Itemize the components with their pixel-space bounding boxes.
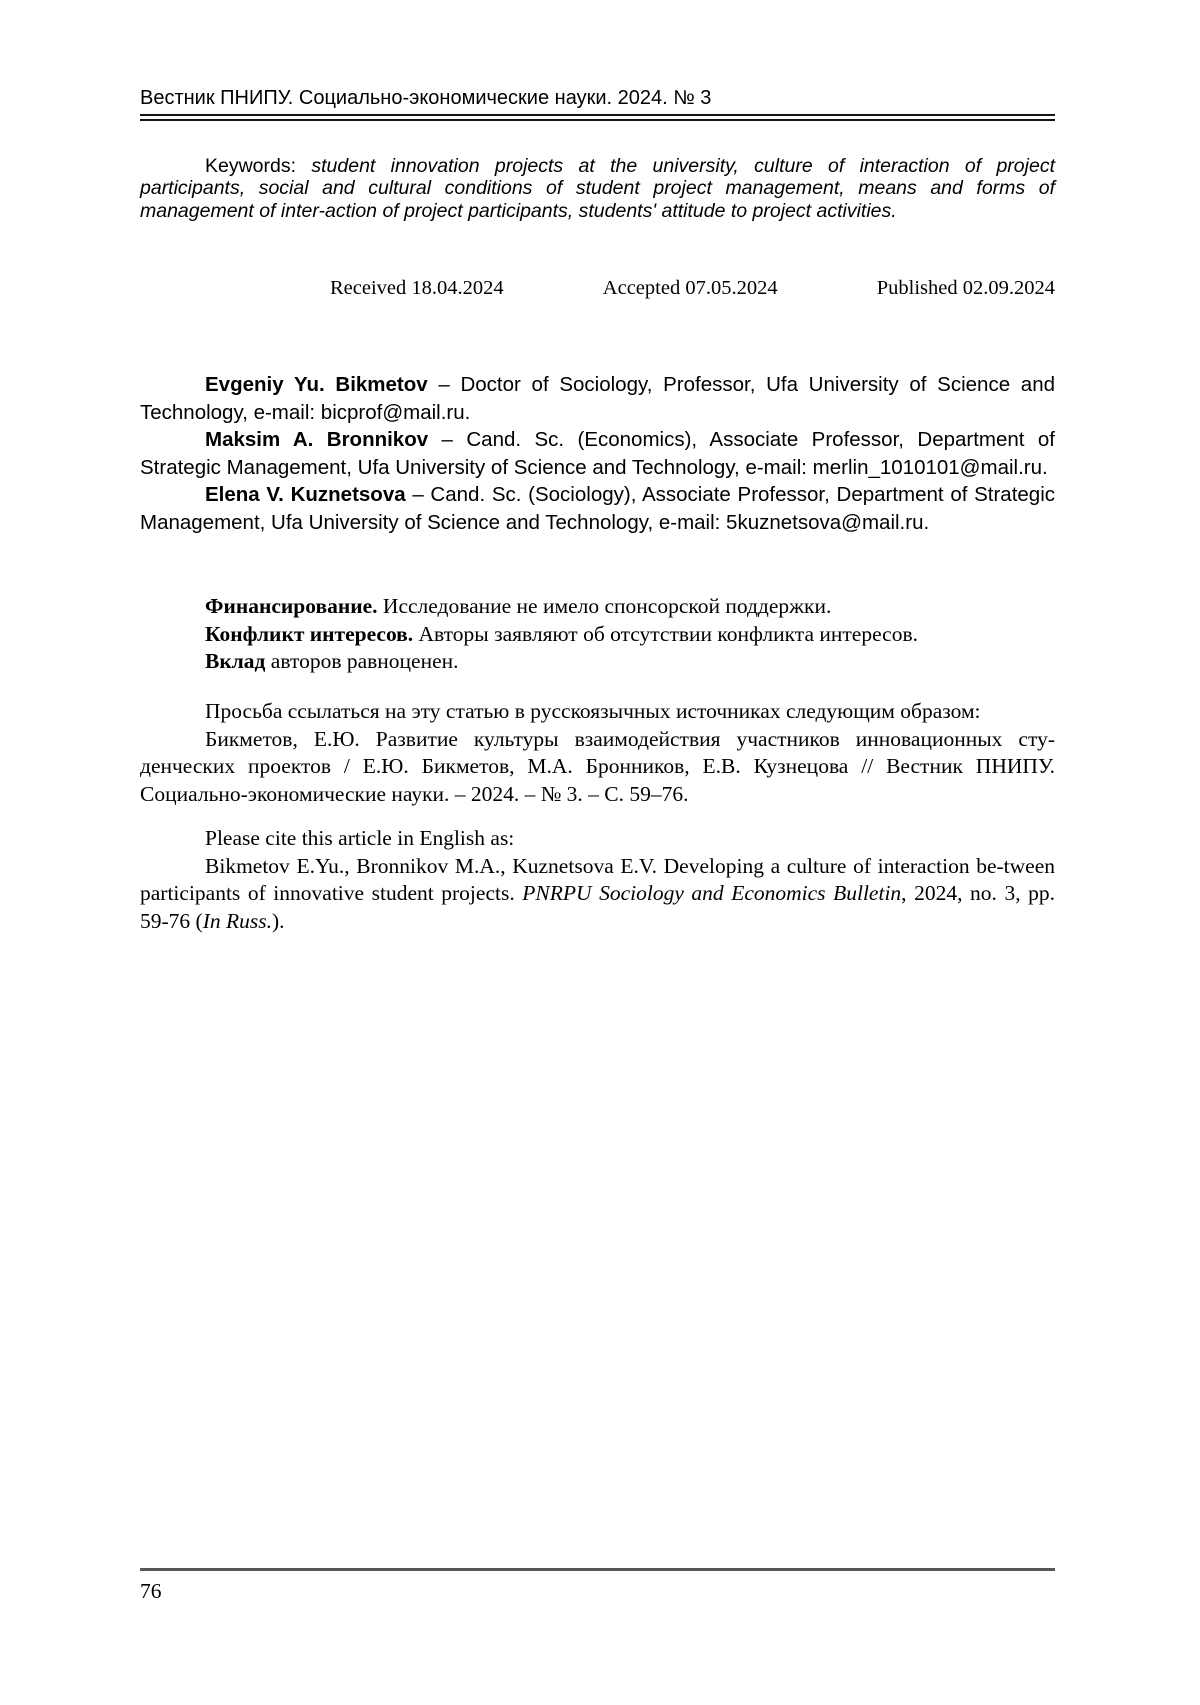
statements-block [140,593,1055,676]
author-details: – Cand. Sc. (Economics), Associate Professor, Department of Strategic Management, Ufa University of Science and Technology, e-mail: merlin_1010101@mail.ru. [140,428,1055,479]
statement-text: Исследование не имело спонсорской поддержки. [377,594,832,618]
author-name: Maksim A. Bronnikov [205,428,429,451]
dates-row [140,275,1055,301]
footer-rule [140,1568,1055,1571]
citation-ru-intro: Просьба ссылаться на эту статью в русскоязычных источниках следующим образом: [205,699,981,723]
keywords-text: student innovation projects at the university, culture of interaction of project participants, social and cultural conditions of student project management, means and forms of management of inter-action of project participants, students' attitude to project activities. [140,155,1055,222]
statement-text: Авторы заявляют об отсутствии конфликта интересов. [413,621,918,646]
citation-en-intro: Please cite this article in English as: [205,826,515,850]
citation-ru-reference: Бикметов, Е.Ю. Развитие культуры взаимодействия участников инновационных сту-денческих проектов / Е.Ю. Бикметов, М.А. Бронников, Е.В. Кузнецова // Вестник ПНИПУ. Социально-экономические науки. – 2024. – № 3. – С. 59–76. [140,726,1055,806]
citation-en-text: Bikmetov E.Yu., Bronnikov M.A., Kuznetsova E.V. Developing a culture of interaction be-tween participants of innovative student projects. [140,853,1055,905]
author-entry [140,426,1055,481]
keywords-paragraph [140,155,1055,222]
journal-running-title: Вестник ПНИПУ. Социально-экономические науки. 2024. № 3 [140,87,712,109]
accepted-date: Accepted 07.05.2024 [602,277,778,299]
author-entry [140,481,1055,536]
statement-text: авторов равноценен. [265,649,459,673]
running-head [140,86,1055,121]
statement-lead: Финансирование. [205,594,378,618]
received-date: Received 18.04.2024 [330,277,504,299]
header-double-rule [140,114,1055,121]
citation-en-text: ). [271,908,285,933]
page-number: 76 [140,1579,162,1603]
citation-ru-block [140,698,1055,808]
author-name: Evgeniy Yu. Bikmetov [205,373,428,396]
statement-lead: Вклад [205,649,266,673]
citation-en-text: , 2024, no. 3, pp. 59-76 ( [140,881,1055,933]
citation-en-reference [140,853,1055,936]
author-details: – Cand. Sc. (Sociology), Associate Professor, Department of Strategic Management, Ufa University of Science and Technology, e-mail: 5kuznetsova@mail.ru. [140,483,1056,534]
contribution-statement [140,648,1055,676]
conflict-statement [140,621,1055,649]
authors-block [140,371,1055,536]
citation-en-block [140,825,1055,935]
author-entry [140,371,1055,426]
funding-statement [140,593,1055,621]
author-details: – Doctor of Sociology, Professor, Ufa University of Science and Technology, e-mail: bicprof@mail.ru. [140,373,1055,424]
statement-lead: Конфликт интересов. [205,621,414,646]
language-note-italic: In Russ. [202,908,272,933]
published-date: Published 02.09.2024 [876,277,1055,299]
keywords-label: Keywords: [205,155,297,177]
author-name: Elena V. Kuznetsova [205,483,406,506]
journal-name-italic: PNRPU Sociology and Economics Bulletin [522,881,902,905]
